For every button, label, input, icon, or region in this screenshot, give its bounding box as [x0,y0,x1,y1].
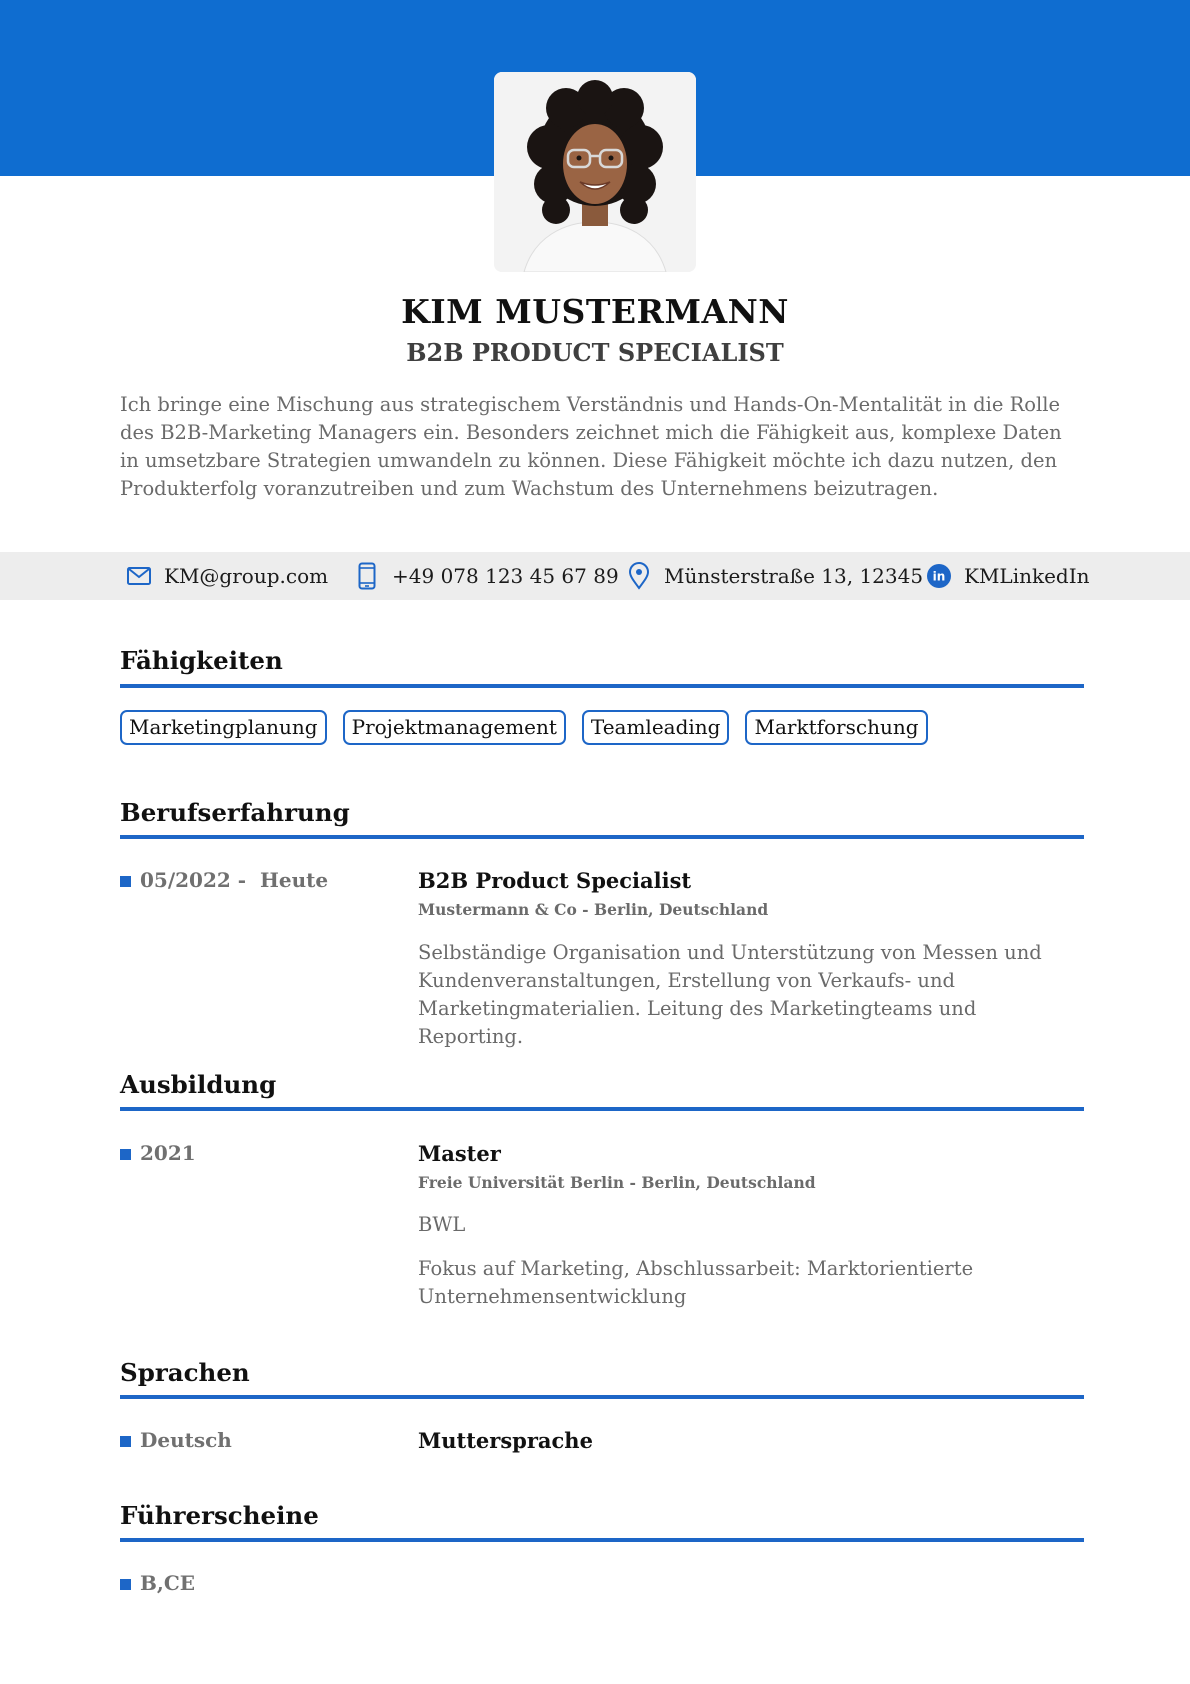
skills-rule [120,684,1084,688]
contact-email[interactable] [126,552,328,600]
person-name: KIM MUSTERMANN [401,292,789,331]
experience-company: Mustermann & Co - Berlin, Deutschland [418,900,769,919]
license-classes: B,CE [140,1571,196,1595]
linkedin-text: KMLinkedIn [964,564,1090,588]
experience-description: Selbständige Organisation und Unterstützung von Messen und Kundenveranstaltungen, Erstellung von Verkaufs- und Marketingmaterialien. Leitung des Marketingteams und Reporting. [418,941,1042,1048]
email-text: KM@group.com [164,564,329,588]
job-title: B2B PRODUCT SPECIALIST [406,338,784,367]
skills-list [120,710,928,745]
contact-linkedin[interactable] [926,552,1090,600]
bullet-marker [120,1436,131,1447]
experience-role: B2B Product Specialist [418,868,692,893]
experience-heading: Berufserfahrung [120,798,350,827]
education-description: Fokus auf Marketing, Abschlussarbeit: Marktorientierte Unternehmensentwicklung [418,1257,974,1308]
mail-icon [126,562,152,590]
phone-text: +49 078 123 45 67 89 [392,564,619,588]
svg-text:in: in [932,569,946,584]
profile-photo [494,72,696,272]
bullet-marker [120,876,131,887]
skill-chip: Marktforschung [745,710,927,745]
linkedin-icon [926,562,952,590]
experience-rule [120,835,1084,839]
bullet-marker [120,1579,131,1590]
skills-heading: Fähigkeiten [120,646,283,675]
skill-chip: Marketingplanung [120,710,327,745]
skill-chip: Projektmanagement [343,710,566,745]
language-name: Deutsch [140,1428,232,1452]
location-pin-icon [626,562,652,590]
education-heading: Ausbildung [120,1070,277,1099]
education-institution: Freie Universität Berlin - Berlin, Deutschland [418,1173,816,1192]
experience-period: 05/2022 - Heute [140,868,329,892]
languages-rule [120,1395,1084,1399]
phone-icon [354,562,380,590]
contact-phone[interactable] [354,552,619,600]
address-text: Münsterstraße 13, 12345 [664,564,924,588]
education-rule [120,1107,1084,1111]
language-level: Muttersprache [418,1428,593,1453]
skill-chip: Teamleading [582,710,730,745]
education-field: BWL [418,1213,466,1236]
languages-heading: Sprachen [120,1358,250,1387]
licenses-heading: Führerscheine [120,1501,319,1530]
education-year: 2021 [140,1141,196,1165]
profile-summary: Ich bringe eine Mischung aus strategischem Verständnis und Hands-On-Mentalität in die Rolle des B2B-Marketing Managers ein. Besonders zeichnet mich die Fähigkeit aus, komplexe Daten in umsetzbare Strategien umwandeln zu können. Diese Fähigkeit möchte ich dazu nutzen, den Produkterfolg voranzutreiben und zum Wachstum des Unternehmens beizutragen. [120,393,1062,500]
contact-address [626,552,923,600]
bullet-marker [120,1149,131,1160]
contact-bar [0,552,1190,600]
licenses-rule [120,1538,1084,1542]
education-degree: Master [418,1141,501,1166]
